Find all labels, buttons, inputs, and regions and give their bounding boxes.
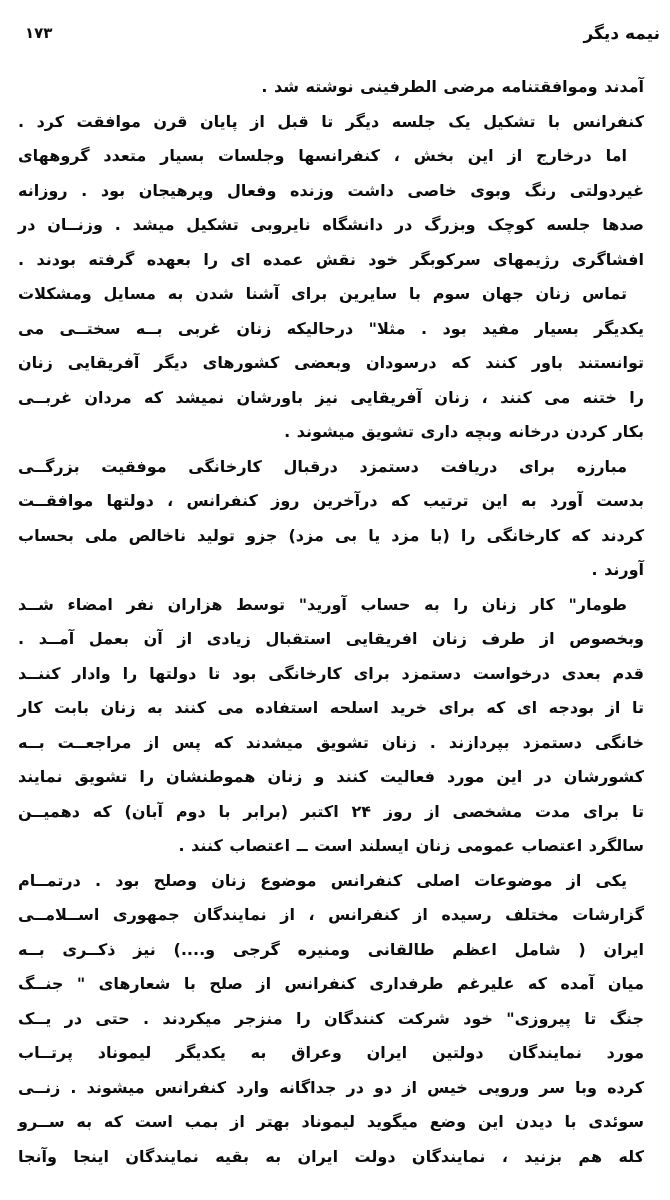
text-line: بدست آورد به این ترتیب که درآخرین روز کنفرانس ، دولتها موافقــت [18,491,644,510]
text-line: را ختنه می کنند ، زنان آفریقایی نیز باورشان نمیشد که مردان غربــی [18,387,644,407]
text-line: مبارزه برای دریافت دستمزد درقبال کارخانگی موفقیت بزرگــی [18,456,627,476]
text-line: مورد نمایندگان دولتین ایران وعراق به یکدیگر لیموناد پرتــاب [18,1043,644,1062]
text-line: تا برای مدت مشخصی از روز ۲۴ اکتبر (برابر با دوم آبان) که دهمیــن [18,801,644,821]
text-line: آورند . [591,560,644,579]
text-line: تماس زنان جهان سوم با سایرین برای آشنا شدن به مسایل ومشکلات [18,284,627,303]
text-line: یکی از موضوعات اصلی کنفرانس موضوع زنان وصلح بود . درتمــام [18,870,627,890]
text-line: سالگرد اعتصاب عمومی زنان ایسلند است ــ اعتصاب کنند . [178,836,644,855]
text-line: کنفرانس با تشکیل یک جلسه دیگر تا قبل از پایان قرن موافقت کرد . [18,111,644,131]
text-line: توانستند باور کنند که درسودان وبعضی کشورهای دیگر آفریقایی زنان [18,353,644,372]
text-line: خانگی دستمزد بپردازند . زنان تشویق میشدند که پس از مراجعــت بــه [18,732,644,752]
text-line: سوئدی با دیدن این وضع میگوید لیموناد بهتر از بمب است که به ســرو [18,1112,644,1131]
text-line: کشورشان در این مورد فعالیت کنند و زنان هموطنشان را تشویق نمایند [18,767,644,786]
text-line: افشاگری رژیمهای سرکوبگر خود نقش عمده ای را بعهده گرفته بودند . [18,249,644,269]
text-line: ایران ( شامل اعظم طالقانی ومنیره گرجی و....) نیز ذکــری بــه [18,939,644,959]
text-line: طومار" کار زنان را به حساب آورید" توسط هزاران نفر امضاء شــد [18,594,627,614]
text-line: گزارشات مختلف رسیده از کنفرانس ، از نمایندگان جمهوری اســلامــی [18,905,644,924]
text-line: قدم بعدی درخواست دستمزد برای کارخانگی بود تا دولتها را وادار کننــد [18,663,644,683]
text-line: غیردولتی رنگ وبوی خاصی داشت وزنده وفعال وپرهیجان بود . روزانه [18,180,644,200]
text-line: کله هم بزنید ، نمایندگان دولت ایران به بقیه نمایندگان اینجا وآنجا [18,1146,644,1166]
running-header: نیمه دیگر [583,24,660,44]
text-line: جنگ تا پیروزی" خود شرکت کنندگان را منزجر میکردند . حتی در یــک [18,1008,644,1028]
text-line: اما درخارج از این بخش ، کنفرانسها وجلسات بسیار متعدد گروههای [18,146,627,165]
text-line: یکدیگر بسیار مفید بود . مثلا" درحالیکه زنان غربی بــه سختــی می [18,318,644,338]
text-line: کردند که کارخانگی را (با مزد یا بی مزد) جزو تولید ناخالص ملی بحساب [18,525,644,545]
text-line: وبخصوص از طرف زنان افریقایی استقبال زیادی از آن بعمل آمــد . [18,629,644,648]
body-text [18,70,644,1180]
text-line: تا از بودجه ای که برای خرید اسلحه استفاده می کنند به زنان بابت کار [18,698,644,717]
text-line: آمدند وموافقتنامه مرضی الطرفینی نوشته شد . [261,77,644,96]
text-line: کرده وبا سر ورویی خیس از دو در جداگانه وارد کنفرانس میشوند . زنــی [18,1077,644,1097]
text-line: بکار کردن درخانه وبچه داری تشویق میشوند . [284,422,644,441]
text-line: صدها جلسه کوچک وبزرگ در دانشگاه نایروبی تشکیل میشد . وزنــان در [18,215,644,234]
text-line: میان آمده که علیرغم طرفداری کنفرانس از صلح با شعارهای " جنــگ [18,974,644,993]
page-number: ۱۷۳ [25,24,53,42]
